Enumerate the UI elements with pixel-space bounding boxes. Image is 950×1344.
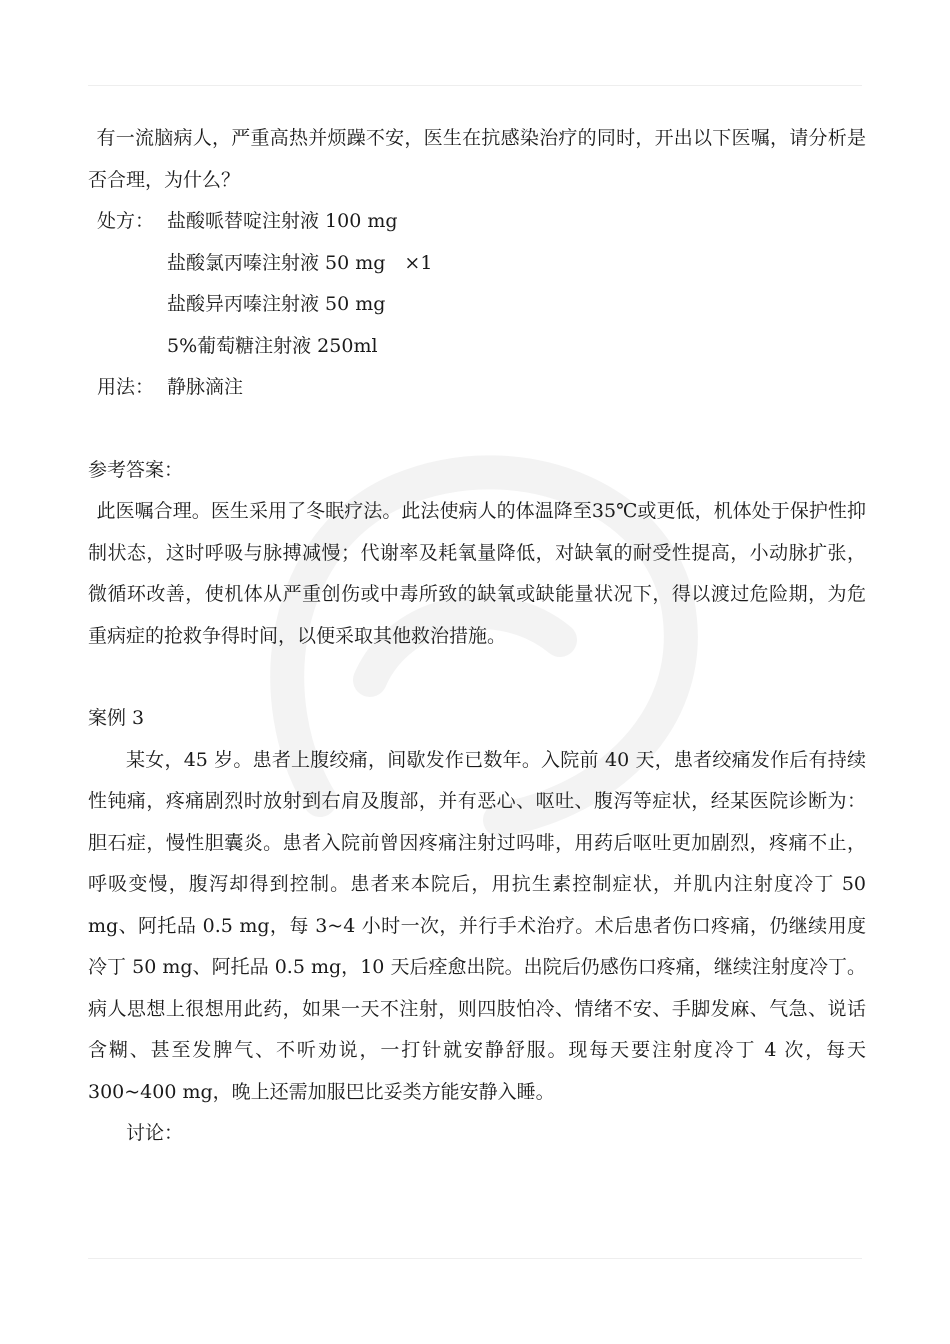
discussion-label: 讨论： (126, 1122, 184, 1144)
footer-rule (88, 1258, 862, 1259)
usage-row (88, 367, 866, 409)
spacer (88, 409, 866, 450)
document-body (88, 118, 866, 1155)
prescription-item: 5%葡萄糖注射液 250ml (167, 334, 378, 357)
answer-text: 此医嘱合理。医生采用了冬眠疗法。此法使病人的体温降至35℃或更低，机体处于保护性抑制状态，这时呼吸与脉搏减慢；代谢率及耗氧量降低，对缺氧的耐受性提高，小动脉扩张，微循环改善，使机体从严重创伤或中毒所致的缺氧或缺能量状况下，得以渡过危险期，为危重病症的抢救争得时间，以便采取其他救治措施。 (88, 500, 866, 647)
question-text: 有一流脑病人，严重高热并烦躁不安，医生在抗感染治疗的同时，开出以下医嘱，请分析是否合理，为什么？ (88, 127, 866, 191)
case-heading: 案例 3 (88, 707, 145, 729)
header-rule (88, 85, 862, 86)
spacer (88, 657, 866, 698)
prescription-item: 盐酸氯丙嗪注射液 50 mg ×1 (167, 251, 433, 274)
prescription-label: 处方： (97, 210, 155, 232)
prescription-item: 盐酸异丙嗪注射液 50 mg (167, 293, 386, 315)
prescription-item: 盐酸哌替啶注射液 100 mg (167, 210, 398, 232)
usage-label: 用法： (97, 376, 155, 398)
answer-heading: 参考答案： (88, 458, 184, 481)
usage-value: 静脉滴注 (167, 376, 244, 398)
case-text: 某女，45 岁。患者上腹绞痛，间歇发作已数年。入院前 40 天，患者绞痛发作后有持续性钝痛，疼痛剧烈时放射到右肩及腹部，并有恶心、呕吐、腹泻等症状，经某医院诊断为：胆石症，慢性胆囊炎。患者入院前曾因疼痛注射过吗啡，用药后呕吐更加剧烈，疼痛不止，呼吸变慢，腹泻却得到控制。患者来本院后，用抗生素控制症状，并肌内注射度冷丁 50 mg、阿托品 0.5 mg，每 3~4 小时一次，并行手术治疗。术后患者伤口疼痛，仍继续用度冷丁 50 mg、阿托品 0.5 mg，10 天后痊愈出院。出院后仍感伤口疼痛，继续注射度冷丁。病人思想上很想用此药，如果一天不注射，则四肢怕冷、情绪不安、手脚发麻、气急、说话含糊、甚至发脾气、不听劝说，一打针就安静舒服。现每天要注射度冷丁 4 次，每天 300~400 mg，晚上还需加服巴比妥类方能安静入睡。 (88, 748, 866, 1103)
prescription-row (88, 201, 866, 243)
